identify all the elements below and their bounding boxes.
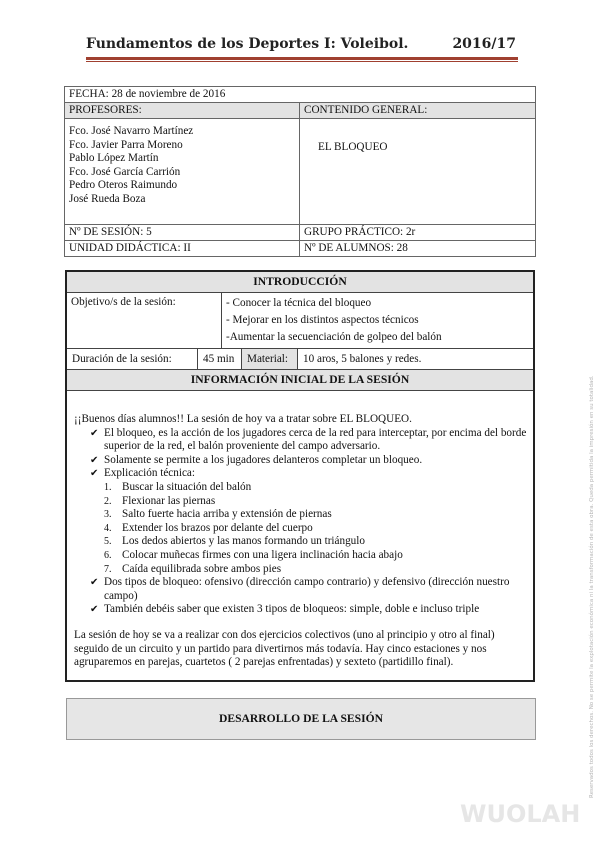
duration-value: 45 min (198, 349, 242, 369)
profesor-name: Pablo López Martín (69, 152, 159, 164)
desarrollo-heading: DESARROLLO DE LA SESIÓN (66, 698, 536, 740)
technique-label: Explicación técnica: (104, 467, 196, 480)
header-rule-thin (86, 61, 518, 62)
profesor-name: José Rueda Boza (69, 192, 146, 205)
technique-step: 7. Caída equilibrada sobre ambos pies (104, 563, 527, 577)
technique-steps (104, 481, 527, 576)
introduction-box (65, 270, 535, 682)
rights-notice: Reservados todos los derechos. No se permite la explotación económica ni la transformación de esta obra. Queda permitida la impresión en su totalidad. (589, 375, 595, 798)
key-point: ✔ Solamente se permite a los jugadores delanteros completar un bloqueo. (90, 454, 527, 468)
info-initial-heading: INFORMACIÓN INICIAL DE LA SESIÓN (67, 370, 533, 391)
profesores-label: PROFESORES: (65, 103, 300, 119)
profesor-name: Fco. José Navarro Martínez (69, 125, 194, 137)
profesor-name: Fco. Javier Parra Moreno (69, 138, 183, 151)
technique-step: 6. Colocar muñecas firmes con una ligera inclinación hacia abajo (104, 549, 527, 563)
greeting-text: ¡¡Buenos días alumnos!! La sesión de hoy va a tratar sobre EL BLOQUEO. (74, 413, 412, 425)
page-header (86, 36, 516, 52)
numero-alumnos: Nº DE ALUMNOS: 28 (300, 241, 536, 257)
document-title: Fundamentos de los Deportes I: Voleibol. (86, 36, 409, 52)
header-rule (86, 57, 518, 60)
objective-item: - Conocer la técnica del bloqueo (226, 297, 372, 309)
profesores-list (65, 119, 300, 225)
technique-step: 5. Los dedos abiertos y las manos formando un triángulo (104, 535, 527, 549)
session-info-table (64, 86, 536, 257)
technique-step: 1. Buscar la situación del balón (104, 481, 527, 495)
wuolah-logo: WUOLAH (460, 800, 581, 828)
closing-paragraph: La sesión de hoy se va a realizar con dos ejercicios colectivos (uno al principio y otro al final) seguido de un circuito y un partido para divertirnos más todavía. Hay cinco estaciones y nos agruparemos en parejas, cuartetos ( 2 parejas enfrentadas) y sexteto (partidillo final). (74, 628, 495, 669)
contenido-value: EL BLOQUEO (300, 119, 536, 225)
key-point: ✔ El bloqueo, es la acción de los jugadores cerca de la red para interceptar, por encima del borde superior de la red, el balón proveniente del campo adversario. (90, 427, 527, 454)
academic-year: 2016/17 (452, 36, 516, 52)
objective-item: -Aumentar la secuenciación de golpeo del balón (226, 331, 442, 343)
key-points-list (74, 427, 527, 617)
unidad-didactica: UNIDAD DIDÁCTICA: II (65, 241, 300, 257)
sesion-number: Nº DE SESIÓN: 5 (65, 225, 300, 241)
objective-item: - Mejorar en los distintos aspectos técnicos (226, 314, 419, 326)
objectives-list (222, 293, 446, 348)
objectives-label: Objetivo/s de la sesión: (67, 293, 222, 348)
duration-label: Duración de la sesión: (67, 349, 198, 369)
duration-row (67, 349, 533, 370)
technique-step: 2. Flexionar las piernas (104, 495, 527, 509)
key-point: ✔ Dos tipos de bloqueo: ofensivo (dirección campo contrario) y defensivo (dirección nuestro campo) (90, 576, 527, 603)
key-point: ✔ También debéis saber que existen 3 tipos de bloqueos: simple, doble e incluso triple (90, 603, 527, 617)
profesor-name: Pedro Oteros Raimundo (69, 179, 178, 191)
material-value: 10 aros, 5 balones y redes. (303, 353, 422, 365)
key-point-technique (90, 467, 527, 576)
session-body (67, 391, 533, 670)
material-label: Material: (242, 349, 298, 369)
technique-step: 4. Extender los brazos por delante del cuerpo (104, 522, 527, 536)
introduction-heading: INTRODUCCIÓN (67, 272, 533, 293)
date-cell: FECHA: 28 de noviembre de 2016 (65, 87, 536, 103)
grupo-practico: GRUPO PRÁCTICO: 2r (300, 225, 536, 241)
technique-step: 3. Salto fuerte hacia arriba y extensión de piernas (104, 508, 527, 522)
objectives-row (67, 293, 533, 349)
profesor-name: Fco. José García Carrión (69, 165, 181, 178)
contenido-label: CONTENIDO GENERAL: (300, 103, 536, 119)
